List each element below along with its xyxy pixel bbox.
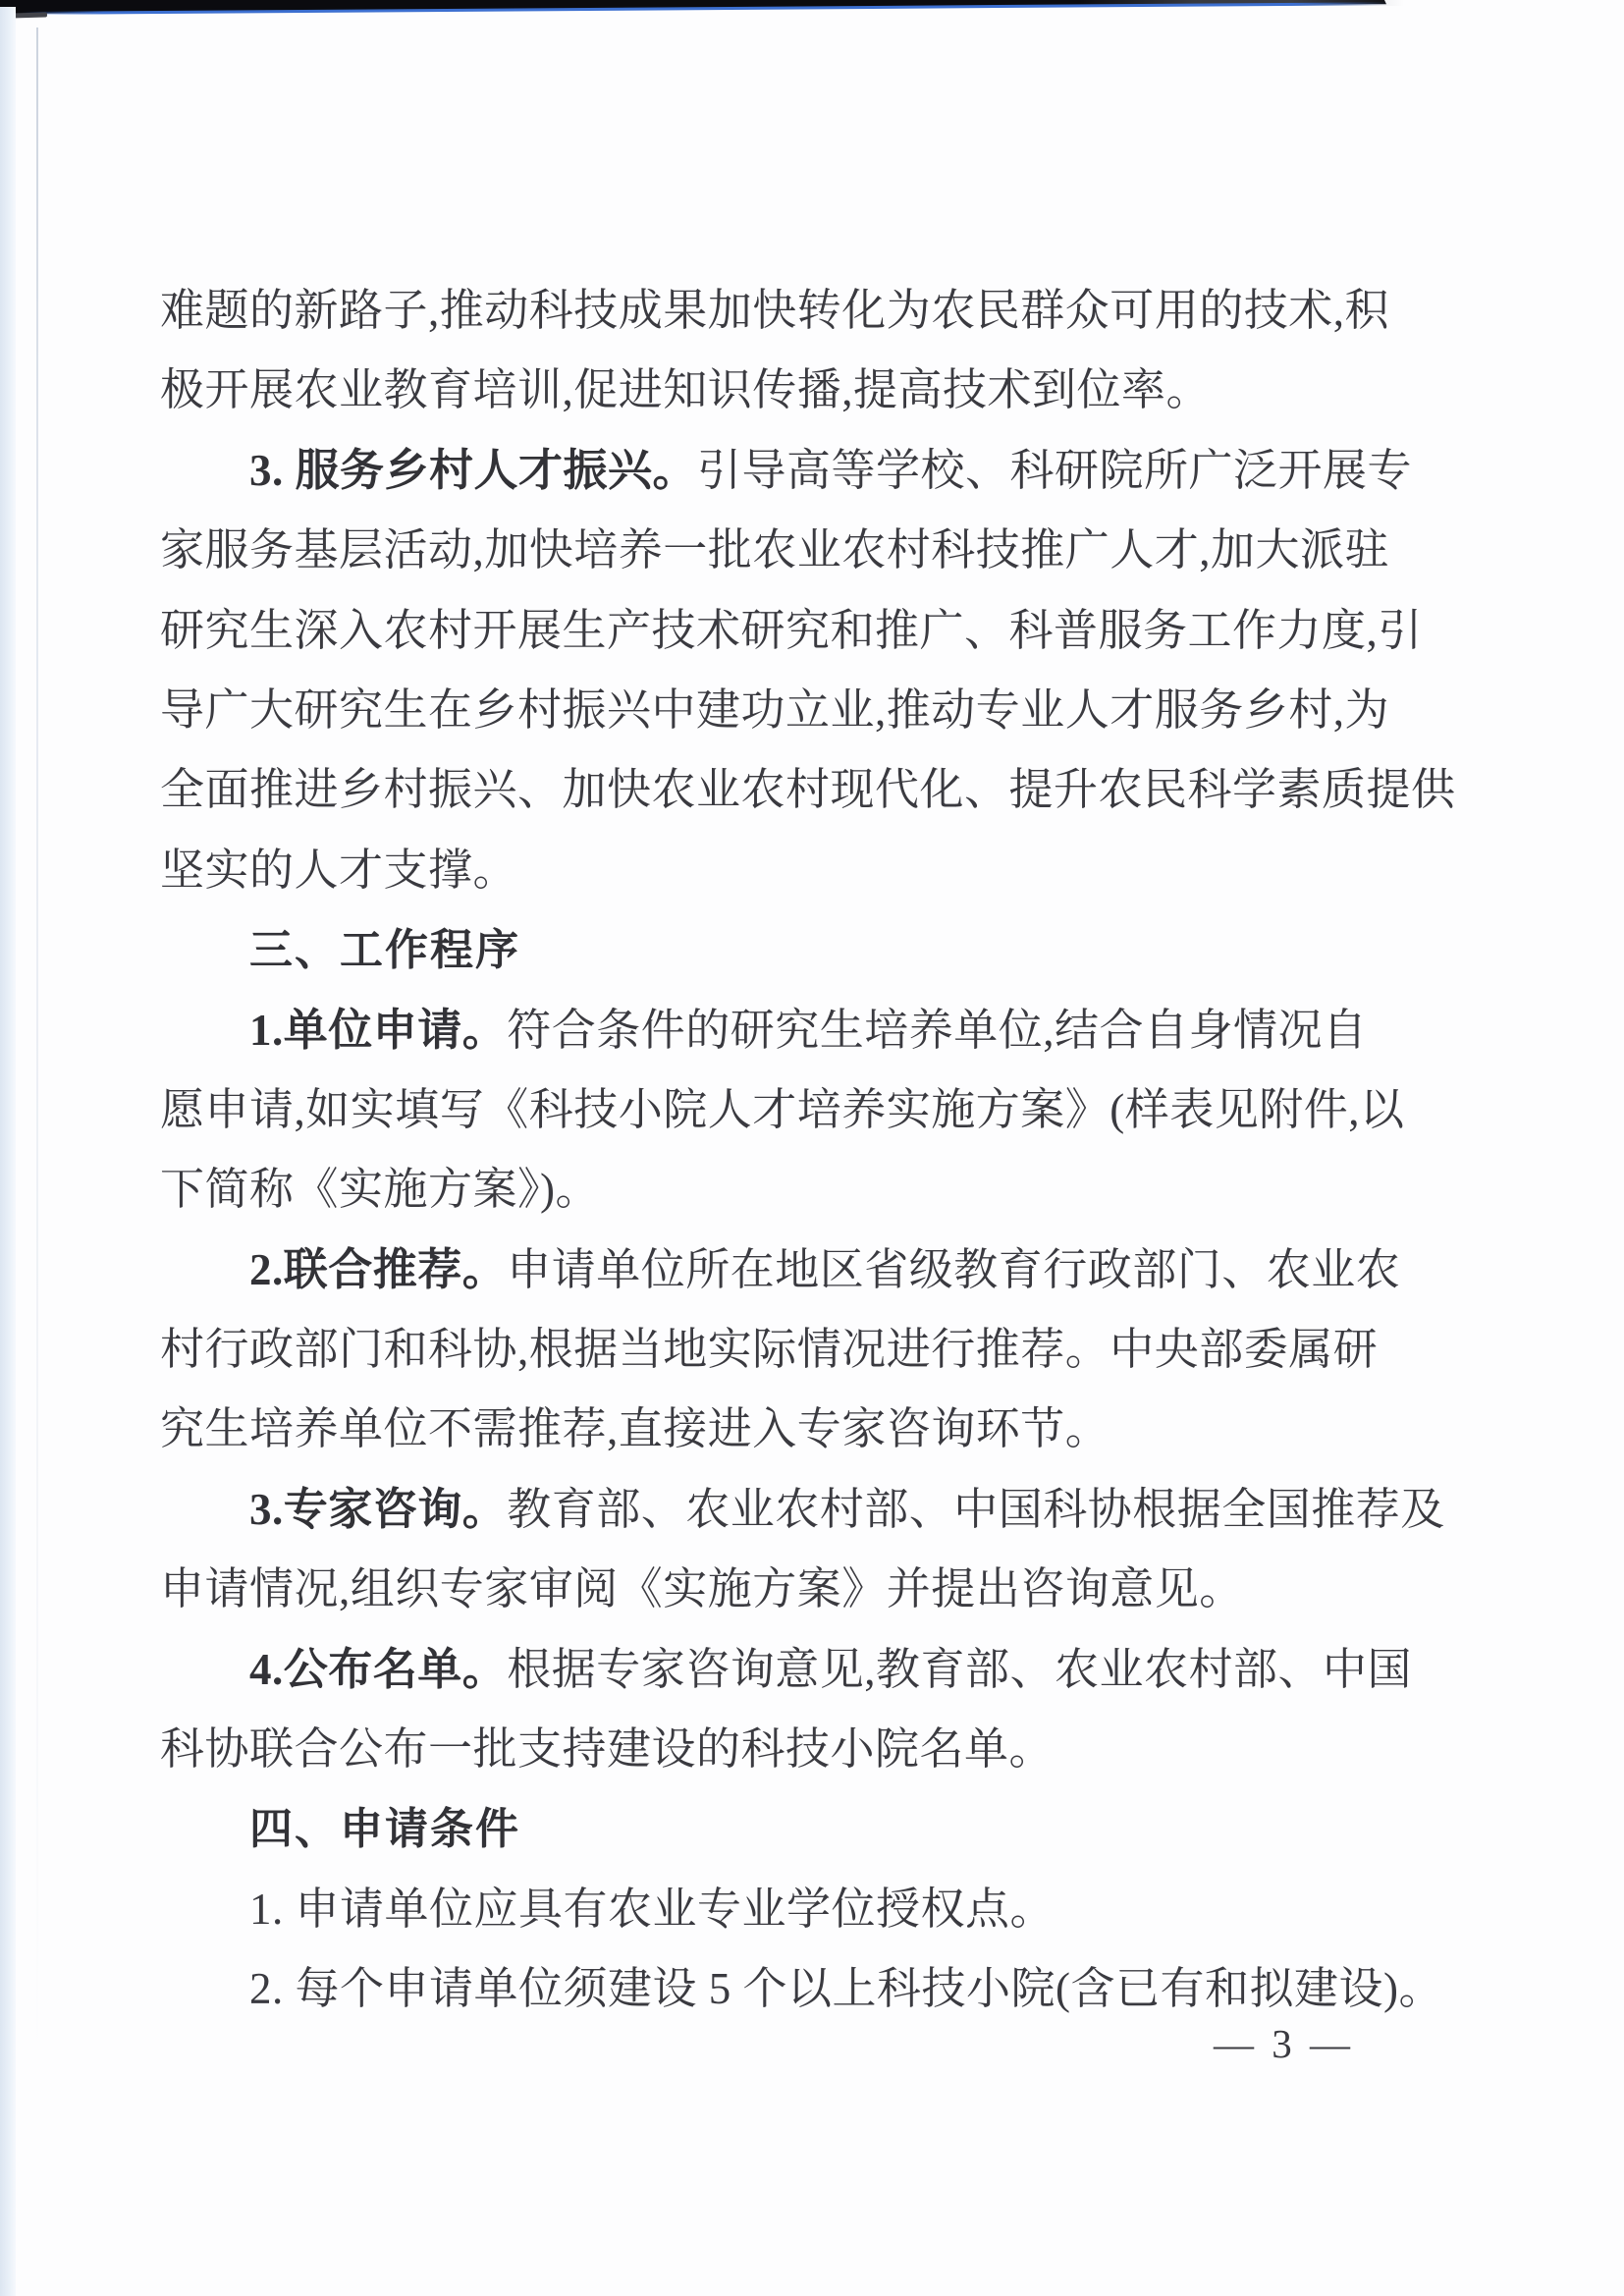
text-line bbox=[160, 1470, 1476, 1550]
text-line bbox=[160, 671, 1476, 750]
section-heading-work-procedure bbox=[160, 910, 1476, 990]
text-line bbox=[160, 750, 1476, 830]
text-line bbox=[160, 351, 1476, 430]
run-in-heading: 4.公布名单。 bbox=[249, 1644, 508, 1694]
text-segment: 坚实的人才支撑。 bbox=[160, 845, 518, 895]
text-line bbox=[160, 1150, 1476, 1230]
scan-artifact-left-fold-line bbox=[36, 27, 38, 2237]
heading-text: 三、工作程序 bbox=[249, 926, 520, 975]
document-body bbox=[160, 271, 1476, 2030]
text-line bbox=[160, 1070, 1476, 1150]
text-segment: 愿申请,如实填写《科技小院人才培养实施方案》(样表见附件,以 bbox=[160, 1084, 1405, 1134]
text-segment: 研究生深入农村开展生产技术研究和推广、科普服务工作力度,引 bbox=[160, 605, 1423, 655]
text-line bbox=[160, 1710, 1476, 1789]
scan-artifact-left-page-edge bbox=[0, 7, 16, 2296]
text-segment: 引导高等学校、科研院所广泛开展专 bbox=[697, 445, 1413, 495]
text-line bbox=[160, 1310, 1476, 1390]
text-segment: 全面推进乡村振兴、加快农业农村现代化、提升农民科学素质提供 bbox=[160, 765, 1456, 815]
run-in-heading: 2.联合推荐。 bbox=[249, 1244, 508, 1294]
text-line bbox=[160, 1949, 1476, 2029]
page-number: — 3 — bbox=[1214, 2021, 1354, 2066]
run-in-heading: 3. 服务乡村人才振兴。 bbox=[249, 445, 698, 495]
text-segment: 科协联合公布一批支持建设的科技小院名单。 bbox=[160, 1724, 1055, 1775]
text-segment: 符合条件的研究生培养单位,结合自身情况自 bbox=[507, 1005, 1368, 1055]
text-segment: 家服务基层活动,加快培养一批农业农村科技推广人才,加大派驻 bbox=[160, 525, 1390, 575]
text-segment: 下简称《实施方案》)。 bbox=[160, 1165, 600, 1215]
text-line bbox=[160, 1630, 1476, 1710]
heading-text: 四、申请条件 bbox=[249, 1805, 520, 1854]
text-segment: 教育部、农业农村部、中国科协根据全国推荐及 bbox=[507, 1484, 1445, 1534]
text-line bbox=[160, 1870, 1476, 1949]
text-segment: 2. 每个申请单位须建设 5 个以上科技小院(含已有和拟建设)。 bbox=[249, 1964, 1443, 2014]
text-line bbox=[160, 511, 1476, 590]
text-line bbox=[160, 1390, 1476, 1469]
text-segment: 究生培养单位不需推荐,直接进入专家咨询环节。 bbox=[160, 1404, 1110, 1454]
text-segment: 申请情况,组织专家审阅《实施方案》并提出咨询意见。 bbox=[160, 1564, 1244, 1614]
text-line bbox=[160, 831, 1476, 910]
text-line bbox=[160, 271, 1476, 351]
text-line bbox=[160, 1550, 1476, 1629]
text-segment: 极开展农业教育培训,促进知识传播,提高技术到位率。 bbox=[160, 365, 1212, 415]
section-heading-application-conditions bbox=[160, 1789, 1476, 1869]
text-segment: 导广大研究生在乡村振兴中建功立业,推动专业人才服务乡村,为 bbox=[160, 684, 1390, 735]
text-segment: 根据专家咨询意见,教育部、农业农村部、中国 bbox=[507, 1644, 1413, 1694]
text-line bbox=[160, 431, 1476, 511]
text-line bbox=[160, 991, 1476, 1070]
run-in-heading: 1.单位申请。 bbox=[249, 1005, 508, 1055]
text-segment: 村行政部门和科协,根据当地实际情况进行推荐。中央部委属研 bbox=[160, 1325, 1379, 1375]
run-in-heading: 3.专家咨询。 bbox=[249, 1484, 508, 1534]
text-segment: 申请单位所在地区省级教育行政部门、农业农 bbox=[507, 1244, 1401, 1294]
text-line bbox=[160, 591, 1476, 671]
text-segment: 1. 申请单位应具有农业专业学位授权点。 bbox=[249, 1884, 1056, 1934]
text-segment: 难题的新路子,推动科技成果加快转化为农民群众可用的技术,积 bbox=[160, 286, 1390, 335]
text-line bbox=[160, 1230, 1476, 1310]
